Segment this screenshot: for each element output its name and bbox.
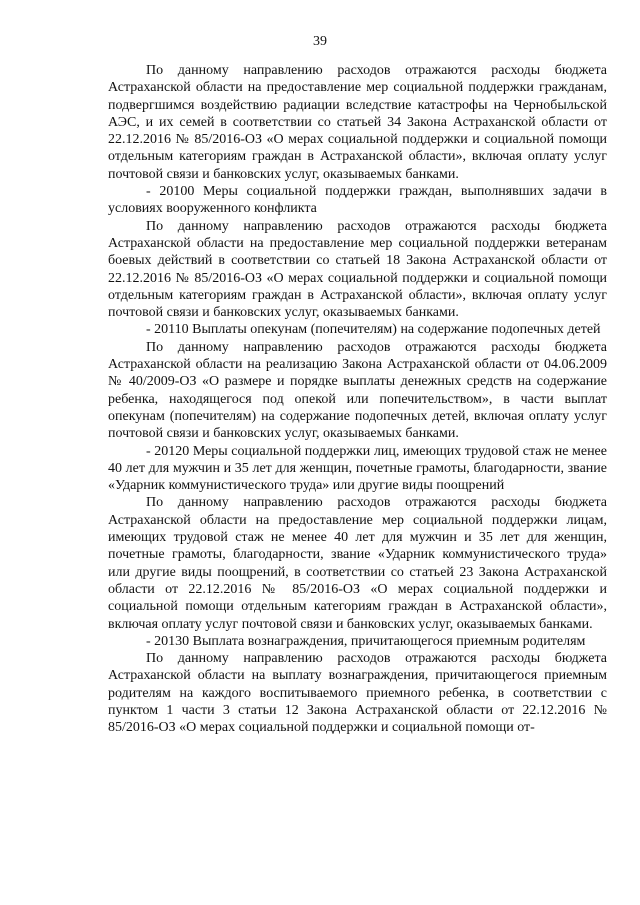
paragraph: По данному направлению расходов отражаются расходы бюджета Астраханской области на предоставление мер социальной поддержки гражданам, подвергшимся воздействию радиации вследствие катастрофы на Чернобыльской АЭС, и их семей в соответствии со статьей 34 Закона Астраханской области от 22.12.2016 № 85/2016-ОЗ «О мерах социальной поддержки и социальной помощи отдельным категориям граждан в Астраханской области», включая оплату услуг почтовой связи и банковских услуг, оказываемых банками.	[108, 63, 607, 182]
section-heading: - 20100 Меры социальной поддержки граждан, выполнявших задачи в условиях вооруженного конфликта	[108, 184, 607, 217]
section-heading: - 20120 Меры социальной поддержки лиц, имеющих трудовой стаж не менее 40 лет для мужчин и 35 лет для женщин, почетные грамоты, благодарности, звание «Ударник коммунистического труда» или другие виды поощрений	[108, 443, 607, 494]
paragraph: По данному направлению расходов отражаются расходы бюджета Астраханской области на реализацию Закона Астраханской области от 04.06.2009 № 40/2009-ОЗ «О размере и порядке выплаты денежных средств на содержание ребенка, находящегося под опекой или попечительством», в части выплат опекунам (попечителям) на содержание подопечных детей, включая оплату услуг почтовой связи и банковских услуг, оказываемых банками.	[108, 339, 607, 442]
paragraph: По данному направлению расходов отражаются расходы бюджета Астраханской области на предоставление мер социальной поддержки ветеранам боевых действий в соответствии со статьей 18 Закона Астраханской области от 22.12.2016 № 85/2016-ОЗ «О мерах социальной поддержки и социальной помощи отдельным категориям граждан в Астраханской области», включая оплату услуг почтовой связи и банковских услуг, оказываемых банками.	[108, 218, 607, 321]
paragraph: По данному направлению расходов отражаются расходы бюджета Астраханской области на предоставление мер социальной поддержки лицам, имеющих трудовой стаж не менее 40 лет для мужчин и 35 лет для женщин, почетные грамоты, благодарности, звание «Ударник коммунистического труда» или другие виды поощрений, в соответствии со статьей 23 Закона Астраханской области от 22.12.2016 № 85/2016-ОЗ «О мерах социальной поддержки и социальной помощи отдельным категориям граждан в Астраханской области», включая оплату услуг почтовой связи и банковских услуг, оказываемых банками.	[108, 495, 607, 632]
section-heading: - 20110 Выплаты опекунам (попечителям) на содержание подопечных детей	[146, 322, 601, 338]
paragraph: По данному направлению расходов отражаются расходы бюджета Астраханской области на выплату вознаграждения, причитающегося приемным родителям на каждого воспитываемого приемного ребенка, в соответствии с пунктом 1 части 3 статьи 12 Закона Астраханской области от 22.12.2016 № 85/2016-ОЗ «О мерах социальной поддержки и социальной помощи от-	[108, 651, 607, 736]
section-heading: - 20130 Выплата вознаграждения, причитающегося приемным родителям	[146, 633, 586, 649]
page-number: 39	[313, 34, 327, 49]
document-body	[108, 62, 607, 737]
